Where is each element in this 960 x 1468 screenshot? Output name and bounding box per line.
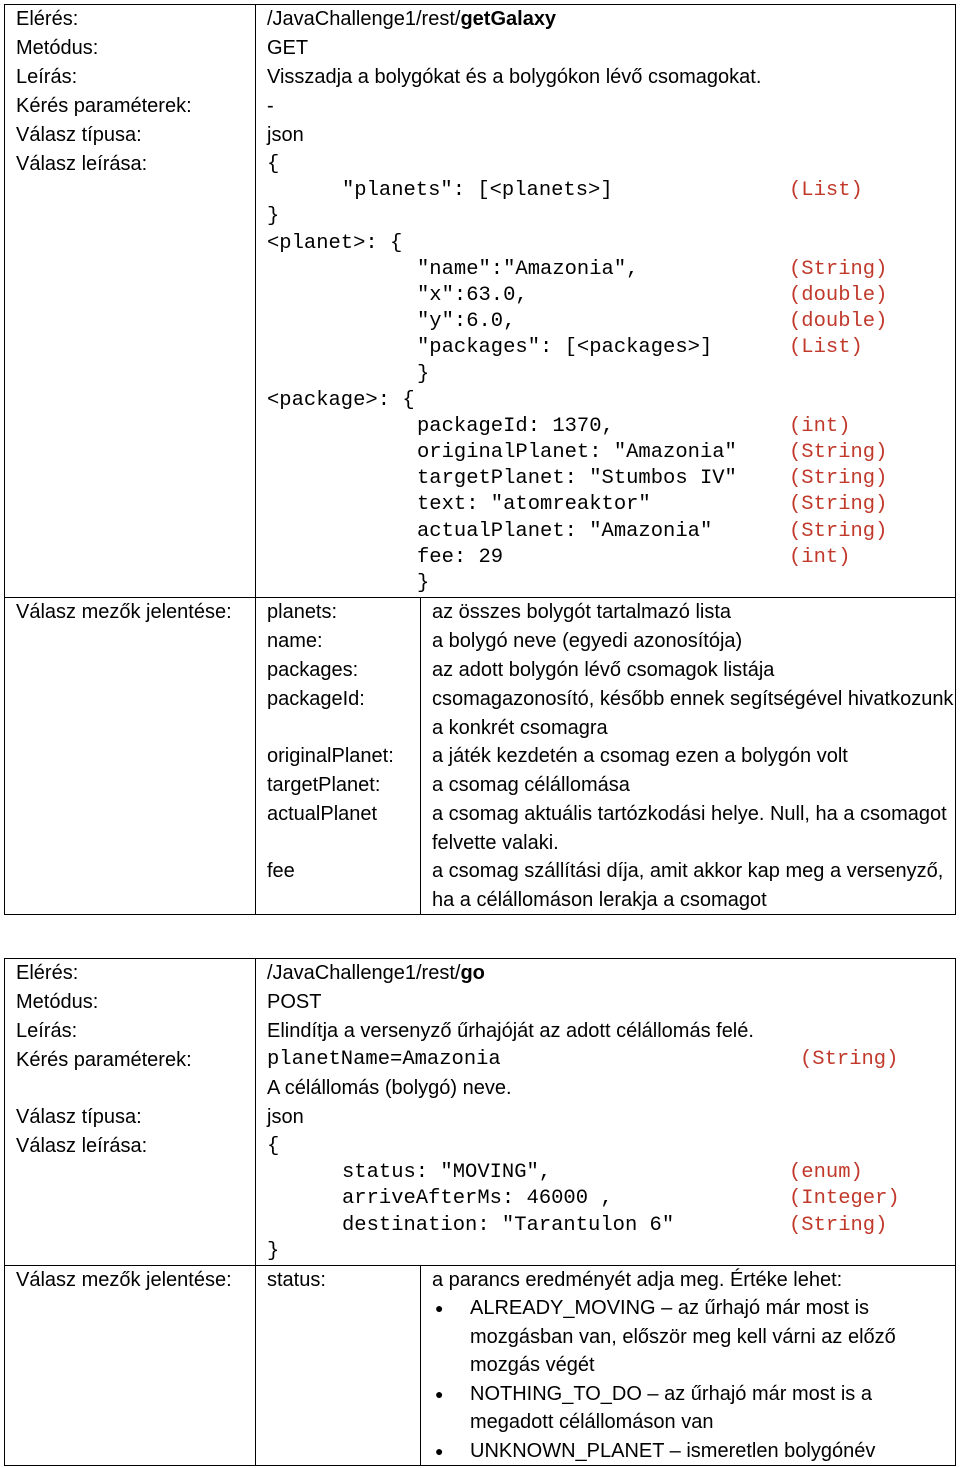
code-line [267, 178, 955, 204]
code-line [267, 204, 955, 230]
endpoint-value [256, 959, 955, 988]
code-line [267, 1213, 955, 1239]
endpoint-prefix: /JavaChallenge1/rest/ [267, 962, 461, 984]
code-type: (double) [789, 283, 888, 307]
field-desc: az összes bolygót tartalmazó lista [432, 601, 732, 624]
code-type: (String) [789, 257, 888, 281]
code-text: text: "atomreaktor" [417, 493, 651, 517]
field-row-status [256, 1266, 955, 1466]
code-text: } [267, 1239, 280, 1263]
code-text: arriveAfterMs: 46000 , [342, 1187, 613, 1211]
field-row [256, 598, 955, 627]
field-key: name: [256, 627, 421, 656]
code-type: (List) [789, 336, 863, 360]
code-line [267, 545, 955, 571]
desc-row [5, 1017, 955, 1046]
code-text: "packages": [<packages>] [417, 336, 713, 360]
field-desc: a bolygó neve (egyedi azonosítója) [432, 630, 743, 653]
code-type: (enum) [789, 1161, 863, 1185]
code-text: { [267, 1135, 280, 1158]
method-value: GET [267, 37, 309, 59]
field-row [256, 771, 955, 800]
param-desc: A célállomás (bolygó) neve. [267, 1077, 512, 1099]
code-line [267, 231, 955, 257]
resp-desc-label: Válasz leírása: [5, 150, 256, 597]
code-text: { [267, 153, 280, 176]
code-text: } [417, 362, 430, 386]
desc-row [5, 63, 955, 92]
code-line [267, 414, 955, 440]
code-type: (Integer) [789, 1187, 900, 1211]
method-label: Metódus: [5, 988, 256, 1017]
params-value: - [267, 95, 274, 117]
fields-label: Válasz mezők jelentése: [5, 598, 256, 914]
code-text: fee: 29 [417, 545, 504, 569]
code-line [267, 519, 955, 545]
code-text: status: "MOVING", [342, 1161, 552, 1185]
resp-type-row [5, 121, 955, 150]
code-text: } [417, 572, 430, 595]
resp-desc-row [5, 1132, 955, 1265]
code-line [267, 1160, 955, 1186]
code-type: (String) [789, 441, 888, 465]
resp-type-label: Válasz típusa: [5, 1103, 256, 1132]
desc-label: Leírás: [5, 63, 256, 92]
resp-type-value: json [267, 1106, 304, 1128]
field-desc: az adott bolygón lévő csomagok listája [432, 659, 775, 682]
status-values-list [432, 1294, 955, 1465]
field-key: packages: [256, 656, 421, 685]
field-desc [421, 1266, 955, 1466]
field-desc: csomagazonosító, később ennek segítségével hivatkozunk a konkrét csomagra [432, 688, 954, 739]
code-type: (String) [789, 493, 888, 517]
fields-row [5, 1265, 955, 1466]
method-label: Metódus: [5, 34, 256, 63]
code-type: (List) [789, 179, 863, 203]
code-line [267, 152, 955, 178]
api-table-getgalaxy [4, 4, 956, 915]
field-row [256, 742, 955, 771]
code-line [267, 283, 955, 309]
field-key: targetPlanet: [256, 771, 421, 800]
code-line [267, 492, 955, 518]
endpoint-row [5, 5, 955, 34]
field-desc: a csomag szállítási díja, amit akkor kap meg a versenyző, ha a célállomáson lerakja a csomagot [432, 860, 944, 911]
code-text: targetPlanet: "Stumbos IV" [417, 467, 737, 491]
field-desc: a csomag célállomása [432, 774, 630, 797]
code-text: "name":"Amazonia", [417, 257, 639, 281]
field-key: originalPlanet: [256, 742, 421, 771]
field-key: planets: [256, 598, 421, 627]
fields-row [5, 597, 955, 914]
json-code-block [256, 1132, 955, 1265]
endpoint-value [256, 5, 955, 34]
field-row [256, 627, 955, 656]
status-value-item: ● UNKNOWN_PLANET – ismeretlen bolygónév [432, 1437, 955, 1466]
api-table-go [4, 958, 956, 1466]
params-label: Kérés paraméterek: [5, 92, 256, 121]
field-key: fee [256, 857, 421, 914]
code-line [267, 335, 955, 361]
code-line [267, 388, 955, 414]
code-line [267, 1186, 955, 1212]
desc-value: Elindítja a versenyző űrhajóját az adott célállomás felé. [267, 1020, 754, 1042]
code-type: (double) [789, 310, 888, 334]
params-row [5, 92, 955, 121]
desc-label: Leírás: [5, 1017, 256, 1046]
code-text: destination: "Tarantulon 6" [342, 1213, 675, 1237]
resp-desc-row [5, 150, 955, 597]
field-row [256, 685, 955, 742]
code-line [267, 440, 955, 466]
fields-list [256, 598, 955, 914]
endpoint-row [5, 959, 955, 988]
method-row [5, 34, 955, 63]
code-text: <planet>: { [267, 231, 403, 255]
code-type: (int) [789, 545, 851, 569]
field-row [256, 656, 955, 685]
field-desc: a játék kezdetén a csomag ezen a bolygón volt [432, 745, 848, 768]
endpoint-prefix: /JavaChallenge1/rest/ [267, 8, 461, 30]
code-line [267, 309, 955, 335]
code-line [267, 1239, 955, 1265]
code-text: <package>: { [267, 388, 415, 412]
status-value-item: ● NOTHING_TO_DO – az űrhajó már most is a megadott célállomáson van [432, 1380, 955, 1437]
code-line [267, 466, 955, 492]
code-line [267, 362, 955, 388]
resp-type-value: json [267, 124, 304, 146]
code-line [267, 1134, 955, 1160]
code-type: (String) [789, 519, 888, 543]
params-label: Kérés paraméterek: [5, 1046, 256, 1103]
params-row [5, 1046, 955, 1103]
code-text: actualPlanet: "Amazonia" [417, 519, 713, 543]
code-text: packageId: 1370, [417, 414, 614, 438]
field-key: status: [256, 1266, 421, 1466]
json-code-block [256, 150, 955, 597]
endpoint-label: Elérés: [5, 5, 256, 34]
resp-type-label: Válasz típusa: [5, 121, 256, 150]
param-type: (String) [800, 1048, 899, 1071]
fields-label: Válasz mezők jelentése: [5, 1266, 256, 1466]
params-value [256, 1046, 955, 1103]
code-text: originalPlanet: "Amazonia" [417, 441, 737, 465]
code-text: "y":6.0, [417, 310, 516, 334]
field-desc: a csomag aktuális tartózkodási helye. Null, ha a csomagot felvette valaki. [432, 803, 947, 854]
method-row [5, 988, 955, 1017]
resp-desc-label: Válasz leírása: [5, 1132, 256, 1265]
code-type: (int) [789, 414, 851, 438]
desc-value: Visszadja a bolygókat és a bolygókon lévő csomagokat. [267, 66, 762, 88]
code-type: (String) [789, 467, 888, 491]
field-row [256, 857, 955, 914]
code-line [267, 571, 955, 597]
code-text: } [267, 205, 280, 229]
field-row [256, 800, 955, 857]
code-text: "x":63.0, [417, 283, 528, 307]
resp-type-row [5, 1103, 955, 1132]
field-key: packageId: [256, 685, 421, 742]
field-key: actualPlanet [256, 800, 421, 857]
endpoint-name: go [460, 962, 485, 984]
code-text: "planets": [<planets>] [342, 179, 613, 203]
code-type: (String) [789, 1213, 888, 1237]
fields-list [256, 1266, 955, 1466]
status-desc: a parancs eredményét adja meg. Értéke lehet: [432, 1268, 843, 1291]
endpoint-name: getGalaxy [460, 8, 557, 30]
code-line [267, 257, 955, 283]
status-value-item: ● ALREADY_MOVING – az űrhajó már most is mozgásban van, először meg kell várni az előző mozgás végét [432, 1294, 955, 1380]
param-code: planetName=Amazonia [267, 1048, 501, 1071]
endpoint-label: Elérés: [5, 959, 256, 988]
method-value: POST [267, 991, 322, 1013]
